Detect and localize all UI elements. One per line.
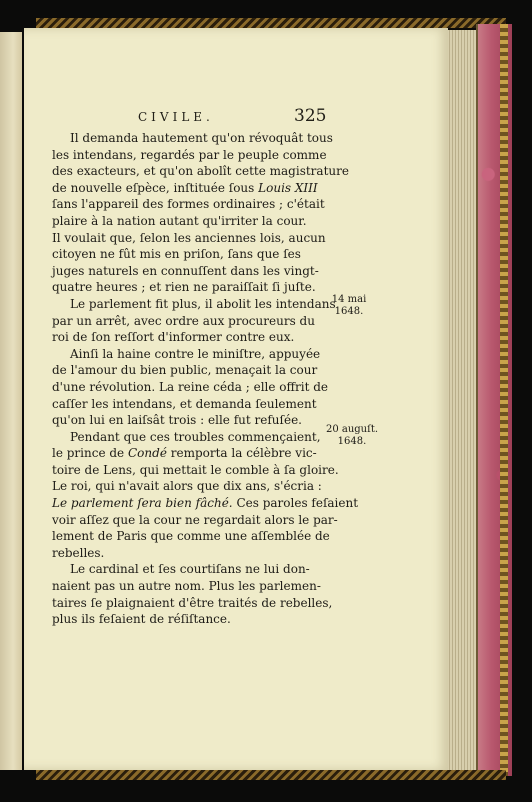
italic-quote: Le parlement ſera bien fâché. bbox=[52, 496, 233, 511]
margin-note-day: 14 mai bbox=[331, 294, 367, 305]
text-line: voir aſſez que la cour ne regardait alors le par- bbox=[52, 512, 338, 527]
paragraph bbox=[52, 561, 352, 627]
text-line: naient pas un autre nom. Plus les parlemen- bbox=[52, 579, 321, 594]
paragraph bbox=[52, 429, 359, 562]
running-head-title: CIVILE. bbox=[138, 110, 214, 124]
book-page bbox=[24, 28, 448, 770]
text-line: les intendans, regardés par le peuple comme bbox=[52, 147, 327, 162]
italic-name: Louis XIII bbox=[258, 180, 318, 195]
facing-page-edge bbox=[0, 32, 22, 770]
italic-name: Condé bbox=[128, 446, 167, 461]
margin-note-day: 20 auguſt. bbox=[325, 424, 379, 435]
text-fragment: Ces paroles feſaient bbox=[236, 496, 359, 511]
text-line: Le parlement fit plus, il abolit les intendans bbox=[70, 296, 336, 311]
margin-note-date bbox=[327, 294, 371, 318]
text-line: Le roi, qui n'avait alors que dix ans, s'écria : bbox=[52, 479, 322, 494]
margin-note-year: 1648. bbox=[337, 436, 367, 447]
text-line: caſſer les intendans, et demanda ſeulement bbox=[52, 396, 317, 411]
gilt-edge-bottom bbox=[36, 770, 506, 780]
body-text bbox=[52, 130, 359, 628]
text-line: par un arrêt, avec ordre aux procureurs du bbox=[52, 313, 315, 328]
page-number: 325 bbox=[294, 106, 327, 126]
text-line: citoyen ne fût mis en priſon, ſans que ſes bbox=[52, 247, 301, 262]
text-line: plaire à la nation autant qu'irriter la cour. bbox=[52, 213, 307, 228]
text-line: plus ils feſaient de réſiſtance. bbox=[52, 612, 231, 627]
text-line: qu'on lui en laiſsât trois : elle fut refuſée. bbox=[52, 413, 302, 428]
margin-note-date bbox=[325, 424, 379, 448]
text-line: lement de Paris que comme une aſſemblée de bbox=[52, 529, 330, 544]
text-line: Ainſi la haine contre le miniſtre, appuyée bbox=[70, 346, 321, 361]
text-fragment: remporta la célèbre vic- bbox=[170, 446, 317, 461]
paragraph bbox=[52, 296, 352, 346]
text-line: Pendant que ces troubles commençaient, bbox=[70, 429, 321, 444]
gilt-edge-top bbox=[36, 18, 506, 28]
text-line: des exacteurs, et qu'on abolît cette magistrature bbox=[52, 164, 349, 179]
text-line: Il voulait que, ſelon les anciennes lois, aucun bbox=[52, 230, 326, 245]
page-stack-edges bbox=[444, 30, 476, 770]
text-fragment: le prince de bbox=[52, 446, 125, 461]
text-fragment: de nouvelle eſpèce, inſtituée ſous bbox=[52, 180, 255, 195]
running-head bbox=[24, 106, 448, 130]
text-line: juges naturels en connuſſent dans les vingt- bbox=[52, 263, 319, 278]
paragraph bbox=[52, 346, 352, 429]
text-line: roi de ſon reſſort d'informer contre eux. bbox=[52, 330, 295, 345]
text-line: rebelles. bbox=[52, 545, 105, 560]
margin-note-year: 1648. bbox=[334, 306, 364, 317]
text-line: de l'amour du bien public, menaçait la cour bbox=[52, 363, 318, 378]
text-line: taires ſe plaignaient d'être traités de rebelles, bbox=[52, 595, 333, 610]
text-line: Le cardinal et ſes courtiſans ne lui don- bbox=[70, 562, 310, 577]
text-line: ſans l'appareil des formes ordinaires ; c'était bbox=[52, 197, 325, 212]
paragraph bbox=[52, 130, 352, 296]
text-line: Il demanda hautement qu'on révoquât tous bbox=[70, 131, 333, 145]
text-line bbox=[52, 445, 352, 462]
text-line: quatre heures ; et rien ne paraiſſait ſi juſte. bbox=[52, 280, 316, 295]
text-line bbox=[52, 495, 359, 512]
text-line bbox=[52, 180, 352, 197]
gilt-spine-edge bbox=[500, 24, 508, 776]
text-line: toire de Lens, qui mettait le comble à ſa gloire. bbox=[52, 462, 339, 477]
text-line: d'une révolution. La reine céda ; elle offrit de bbox=[52, 379, 329, 394]
